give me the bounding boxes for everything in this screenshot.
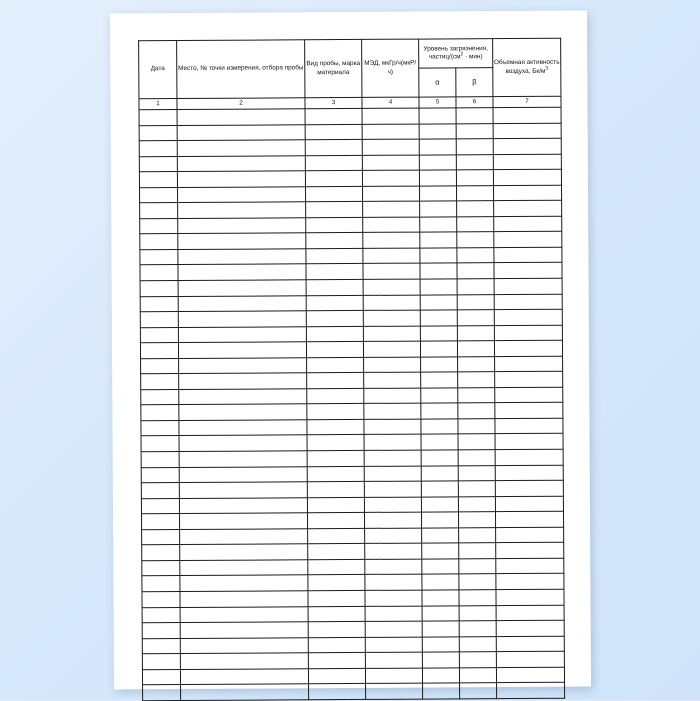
table-cell[interactable]: [458, 419, 495, 435]
table-cell[interactable]: [457, 325, 494, 341]
table-cell[interactable]: [306, 217, 363, 233]
table-cell[interactable]: [459, 558, 496, 574]
table-cell[interactable]: [421, 388, 458, 404]
table-cell[interactable]: [459, 543, 496, 559]
table-cell[interactable]: [363, 264, 420, 280]
table-cell[interactable]: [494, 294, 562, 310]
table-cell[interactable]: [140, 187, 178, 203]
table-cell[interactable]: [496, 636, 564, 652]
table-cell[interactable]: [364, 450, 421, 466]
table-cell[interactable]: [421, 481, 458, 497]
table-cell[interactable]: [178, 218, 306, 234]
table-cell[interactable]: [420, 310, 457, 326]
table-cell[interactable]: [308, 559, 365, 575]
table-cell[interactable]: [179, 435, 307, 451]
table-cell[interactable]: [179, 497, 307, 513]
table-cell[interactable]: [177, 171, 305, 187]
table-cell[interactable]: [420, 279, 457, 295]
table-cell[interactable]: [179, 358, 307, 374]
table-cell[interactable]: [180, 668, 308, 684]
table-cell[interactable]: [422, 590, 459, 606]
table-cell[interactable]: [459, 667, 496, 683]
table-cell[interactable]: [139, 172, 177, 188]
document-page: [110, 11, 591, 690]
header-cell-dose-rate: МЭД, мкГр/ч(мкР/ч): [362, 39, 419, 97]
table-cell[interactable]: [142, 654, 180, 670]
header-cell-date: Дата: [139, 41, 177, 99]
table-cell[interactable]: [141, 498, 179, 514]
table-cell[interactable]: [460, 683, 497, 699]
header-cell-air-activity: Объемная активность воздуха, $Бк/м^3$: [493, 38, 561, 96]
table-cell[interactable]: [495, 434, 563, 450]
column-number-2: 2: [177, 98, 305, 110]
radiation-control-table: [138, 38, 565, 701]
table-cell[interactable]: [496, 558, 564, 574]
table-cell[interactable]: [308, 668, 365, 684]
table-cell[interactable]: [306, 342, 363, 358]
table-cell[interactable]: [364, 357, 421, 373]
table-cell[interactable]: [141, 389, 179, 405]
table-cell[interactable]: [422, 636, 459, 652]
table-cell[interactable]: [179, 389, 307, 405]
table-cell[interactable]: [178, 233, 306, 249]
table-cell[interactable]: [139, 141, 177, 157]
table-cell[interactable]: [140, 249, 178, 265]
table-cell[interactable]: [495, 372, 563, 388]
table-cell[interactable]: [142, 529, 180, 545]
table-cell[interactable]: [457, 294, 494, 310]
table-cell[interactable]: [363, 310, 420, 326]
table-cell[interactable]: [493, 138, 561, 154]
table-cell[interactable]: [364, 481, 421, 497]
table-cell[interactable]: [142, 560, 180, 576]
table-cell[interactable]: [306, 295, 363, 311]
table-cell[interactable]: [419, 139, 456, 155]
table-cell[interactable]: [422, 574, 459, 590]
table-cell[interactable]: [493, 107, 561, 123]
table-cell[interactable]: [179, 404, 307, 420]
table-cell[interactable]: [458, 387, 495, 403]
table-cell[interactable]: [458, 372, 495, 388]
table-body: [139, 107, 565, 700]
table-cell[interactable]: [178, 342, 306, 358]
table-cell[interactable]: [178, 295, 306, 311]
table-cell[interactable]: [422, 621, 459, 637]
table-row[interactable]: [143, 682, 565, 700]
table-cell[interactable]: [495, 356, 563, 372]
table-cell[interactable]: [364, 466, 421, 482]
table-cell[interactable]: [421, 419, 458, 435]
table-cell[interactable]: [421, 357, 458, 373]
table-cell[interactable]: [141, 483, 179, 499]
table-cell[interactable]: [143, 685, 181, 701]
table-cell[interactable]: [308, 544, 365, 560]
table-cell[interactable]: [307, 404, 364, 420]
table-cell[interactable]: [419, 154, 456, 170]
table-cell[interactable]: [495, 465, 563, 481]
table-cell[interactable]: [457, 279, 494, 295]
table-cell[interactable]: [141, 420, 179, 436]
table-cell[interactable]: [307, 435, 364, 451]
table-cell[interactable]: [177, 140, 305, 156]
table-cell[interactable]: [141, 452, 179, 468]
table-cell[interactable]: [140, 312, 178, 328]
table-cell[interactable]: [421, 497, 458, 513]
table-cell[interactable]: [308, 590, 365, 606]
table-cell[interactable]: [459, 527, 496, 543]
table-cell[interactable]: [178, 264, 306, 280]
table-cell[interactable]: [365, 574, 422, 590]
table-cell[interactable]: [306, 311, 363, 327]
table-cell[interactable]: [308, 653, 365, 669]
table-cell[interactable]: [458, 465, 495, 481]
table-cell[interactable]: [181, 684, 309, 700]
table-cell[interactable]: [422, 668, 459, 684]
table-cell[interactable]: [365, 606, 422, 622]
table-cell[interactable]: [362, 155, 419, 171]
table-cell[interactable]: [420, 263, 457, 279]
table-cell[interactable]: [142, 576, 180, 592]
table-cell[interactable]: [308, 575, 365, 591]
table-cell[interactable]: [457, 263, 494, 279]
table-cell[interactable]: [459, 636, 496, 652]
table-cell[interactable]: [179, 373, 307, 389]
table-cell[interactable]: [421, 450, 458, 466]
table-cell[interactable]: [179, 466, 307, 482]
table-cell[interactable]: [458, 496, 495, 512]
table-cell[interactable]: [495, 418, 563, 434]
table-cell[interactable]: [362, 139, 419, 155]
table-cell[interactable]: [365, 528, 422, 544]
table-cell[interactable]: [496, 543, 564, 559]
table-cell[interactable]: [459, 621, 496, 637]
table-cell[interactable]: [456, 154, 493, 170]
table-cell[interactable]: [496, 527, 564, 543]
table-cell[interactable]: [459, 652, 496, 668]
table-cell[interactable]: [457, 232, 494, 248]
table-cell[interactable]: [141, 374, 179, 390]
table-cell[interactable]: [141, 514, 179, 530]
table-cell[interactable]: [422, 605, 459, 621]
table-cell[interactable]: [423, 683, 460, 699]
table-cell[interactable]: [457, 248, 494, 264]
table-cell[interactable]: [180, 637, 308, 653]
header-cell-location: Место, № точки измерения, отбора пробы: [177, 40, 305, 99]
table-cell[interactable]: [140, 327, 178, 343]
table-cell[interactable]: [497, 682, 565, 698]
table-cell[interactable]: [496, 574, 564, 590]
table-cell[interactable]: [363, 326, 420, 342]
table-cell[interactable]: [456, 185, 493, 201]
table-cell[interactable]: [141, 436, 179, 452]
table-cell[interactable]: [307, 373, 364, 389]
table-cell[interactable]: [179, 451, 307, 467]
table-cell[interactable]: [362, 186, 419, 202]
table-cell[interactable]: [142, 638, 180, 654]
table-cell[interactable]: [307, 513, 364, 529]
table-cell[interactable]: [459, 590, 496, 606]
table-cell[interactable]: [141, 358, 179, 374]
table-cell[interactable]: [306, 264, 363, 280]
table-cell[interactable]: [363, 232, 420, 248]
table-cell[interactable]: [419, 170, 456, 186]
table-cell[interactable]: [305, 155, 362, 171]
table-cell[interactable]: [458, 434, 495, 450]
table-cell[interactable]: [457, 216, 494, 232]
table-header: [139, 38, 561, 110]
table-cell[interactable]: [142, 545, 180, 561]
table-cell[interactable]: [178, 187, 306, 203]
table-cell[interactable]: [142, 591, 180, 607]
table-cell[interactable]: [177, 124, 305, 140]
table-cell[interactable]: [307, 450, 364, 466]
table-cell[interactable]: [142, 669, 180, 685]
table-cell[interactable]: [494, 340, 562, 356]
table-cell[interactable]: [180, 591, 308, 607]
table-cell[interactable]: [363, 341, 420, 357]
table-cell[interactable]: [362, 170, 419, 186]
table-cell[interactable]: [494, 325, 562, 341]
table-cell[interactable]: [495, 403, 563, 419]
table-cell[interactable]: [458, 481, 495, 497]
table-cell[interactable]: [366, 683, 423, 699]
table-cell[interactable]: [495, 496, 563, 512]
table-cell[interactable]: [363, 217, 420, 233]
column-number-5: 5: [419, 97, 456, 108]
table-cell[interactable]: [180, 544, 308, 560]
table-cell[interactable]: [496, 605, 564, 621]
table-cell[interactable]: [305, 171, 362, 187]
table-cell[interactable]: [180, 653, 308, 669]
table-cell[interactable]: [457, 310, 494, 326]
header-cell-contamination-group: Уровень загрязнения, частиц/$(см^2 \cdot мин)$: [419, 39, 493, 68]
table-cell[interactable]: [307, 497, 364, 513]
table-cell[interactable]: [493, 169, 561, 185]
table-cell[interactable]: [494, 216, 562, 232]
table-cell[interactable]: [180, 575, 308, 591]
table-cell[interactable]: [496, 620, 564, 636]
header-cell-beta: β: [456, 68, 493, 97]
table-cell[interactable]: [420, 201, 457, 217]
table-cell[interactable]: [496, 667, 564, 683]
table-cell[interactable]: [422, 652, 459, 668]
table-cell[interactable]: [140, 343, 178, 359]
table-cell[interactable]: [420, 232, 457, 248]
table-cell[interactable]: [459, 605, 496, 621]
column-number-6: 6: [456, 97, 493, 108]
table-cell[interactable]: [422, 559, 459, 575]
table-cell[interactable]: [419, 123, 456, 139]
table-cell[interactable]: [363, 201, 420, 217]
table-cell[interactable]: [494, 278, 562, 294]
column-number-1: 1: [139, 99, 177, 110]
table-cell[interactable]: [140, 234, 178, 250]
table-cell[interactable]: [177, 109, 305, 125]
table-cell[interactable]: [307, 419, 364, 435]
table-cell[interactable]: [493, 123, 561, 139]
header-cell-sample-type: Вид пробы, марка материала: [305, 39, 362, 97]
table-cell[interactable]: [178, 280, 306, 296]
table-cell[interactable]: [457, 201, 494, 217]
table-cell[interactable]: [456, 170, 493, 186]
table-cell[interactable]: [494, 309, 562, 325]
table-cell[interactable]: [494, 185, 562, 201]
table-cell[interactable]: [420, 294, 457, 310]
table-cell[interactable]: [494, 200, 562, 216]
table-cell[interactable]: [142, 607, 180, 623]
table-cell[interactable]: [495, 449, 563, 465]
table-cell[interactable]: [364, 435, 421, 451]
table-cell[interactable]: [180, 529, 308, 545]
table-cell[interactable]: [309, 684, 366, 700]
table-cell[interactable]: [364, 372, 421, 388]
table-cell[interactable]: [419, 186, 456, 202]
table-cell[interactable]: [179, 482, 307, 498]
table-cell[interactable]: [306, 279, 363, 295]
table-cell[interactable]: [178, 202, 306, 218]
table-cell[interactable]: [140, 296, 178, 312]
table-cell[interactable]: [141, 467, 179, 483]
table-cell[interactable]: [365, 637, 422, 653]
table-cell[interactable]: [306, 326, 363, 342]
table-cell[interactable]: [362, 124, 419, 140]
table-cell[interactable]: [180, 606, 308, 622]
table-cell[interactable]: [422, 543, 459, 559]
table-cell[interactable]: [457, 341, 494, 357]
table-cell[interactable]: [494, 232, 562, 248]
table-cell[interactable]: [178, 311, 306, 327]
table-cell[interactable]: [459, 574, 496, 590]
table-cell[interactable]: [180, 622, 308, 638]
table-cell[interactable]: [306, 233, 363, 249]
table-cell[interactable]: [363, 248, 420, 264]
table-cell[interactable]: [458, 403, 495, 419]
table-cell[interactable]: [178, 326, 306, 342]
table-cell[interactable]: [305, 108, 362, 124]
table-cell[interactable]: [496, 511, 564, 527]
table-cell[interactable]: [495, 480, 563, 496]
table-cell[interactable]: [305, 140, 362, 156]
table-cell[interactable]: [364, 388, 421, 404]
table-cell[interactable]: [363, 295, 420, 311]
table-cell[interactable]: [364, 512, 421, 528]
table-cell[interactable]: [139, 110, 177, 126]
table-cell[interactable]: [179, 420, 307, 436]
table-cell[interactable]: [141, 405, 179, 421]
table-cell[interactable]: [421, 434, 458, 450]
table-cell[interactable]: [139, 156, 177, 172]
table-cell[interactable]: [308, 637, 365, 653]
table-cell[interactable]: [421, 512, 458, 528]
table-cell[interactable]: [496, 651, 564, 667]
table-cell[interactable]: [365, 668, 422, 684]
table-cell[interactable]: [142, 623, 180, 639]
table-cell[interactable]: [140, 281, 178, 297]
table-cell[interactable]: [306, 202, 363, 218]
column-number-3: 3: [305, 97, 362, 108]
table-cell[interactable]: [307, 388, 364, 404]
table-cell[interactable]: [305, 124, 362, 140]
table-cell[interactable]: [365, 559, 422, 575]
table-cell[interactable]: [308, 621, 365, 637]
table-cell[interactable]: [420, 341, 457, 357]
table-cell[interactable]: [458, 512, 495, 528]
table-cell[interactable]: [364, 497, 421, 513]
table-cell[interactable]: [421, 372, 458, 388]
table-cell[interactable]: [179, 513, 307, 529]
table-cell[interactable]: [496, 589, 564, 605]
table-cell[interactable]: [307, 482, 364, 498]
table-cell[interactable]: [140, 203, 178, 219]
table-cell[interactable]: [306, 248, 363, 264]
table-cell[interactable]: [495, 387, 563, 403]
column-number-4: 4: [362, 97, 419, 108]
table-cell[interactable]: [494, 263, 562, 279]
table-cell[interactable]: [307, 357, 364, 373]
radiation-control-table-container: [138, 38, 564, 701]
table-cell[interactable]: [364, 419, 421, 435]
table-cell[interactable]: [177, 155, 305, 171]
table-cell[interactable]: [421, 403, 458, 419]
table-cell[interactable]: [180, 560, 308, 576]
table-cell[interactable]: [139, 125, 177, 141]
table-cell[interactable]: [308, 606, 365, 622]
table-cell[interactable]: [420, 248, 457, 264]
table-cell[interactable]: [419, 108, 456, 124]
table-cell[interactable]: [140, 218, 178, 234]
table-cell[interactable]: [456, 123, 493, 139]
table-cell[interactable]: [365, 543, 422, 559]
table-cell[interactable]: [494, 247, 562, 263]
table-cell[interactable]: [421, 465, 458, 481]
table-cell[interactable]: [308, 528, 365, 544]
table-cell[interactable]: [456, 139, 493, 155]
header-row-main: [139, 38, 561, 70]
table-cell[interactable]: [365, 621, 422, 637]
table-cell[interactable]: [307, 466, 364, 482]
table-cell[interactable]: [458, 450, 495, 466]
table-cell[interactable]: [420, 326, 457, 342]
table-cell[interactable]: [364, 403, 421, 419]
table-cell[interactable]: [456, 108, 493, 124]
table-cell[interactable]: [363, 279, 420, 295]
table-cell[interactable]: [362, 108, 419, 124]
table-cell[interactable]: [178, 249, 306, 265]
column-number-7: 7: [493, 96, 561, 107]
table-cell[interactable]: [422, 528, 459, 544]
table-cell[interactable]: [365, 590, 422, 606]
table-cell[interactable]: [420, 217, 457, 233]
table-cell[interactable]: [365, 652, 422, 668]
table-cell[interactable]: [458, 356, 495, 372]
table-cell[interactable]: [306, 186, 363, 202]
table-cell[interactable]: [493, 154, 561, 170]
header-cell-alpha: α: [419, 68, 456, 97]
table-cell[interactable]: [140, 265, 178, 281]
